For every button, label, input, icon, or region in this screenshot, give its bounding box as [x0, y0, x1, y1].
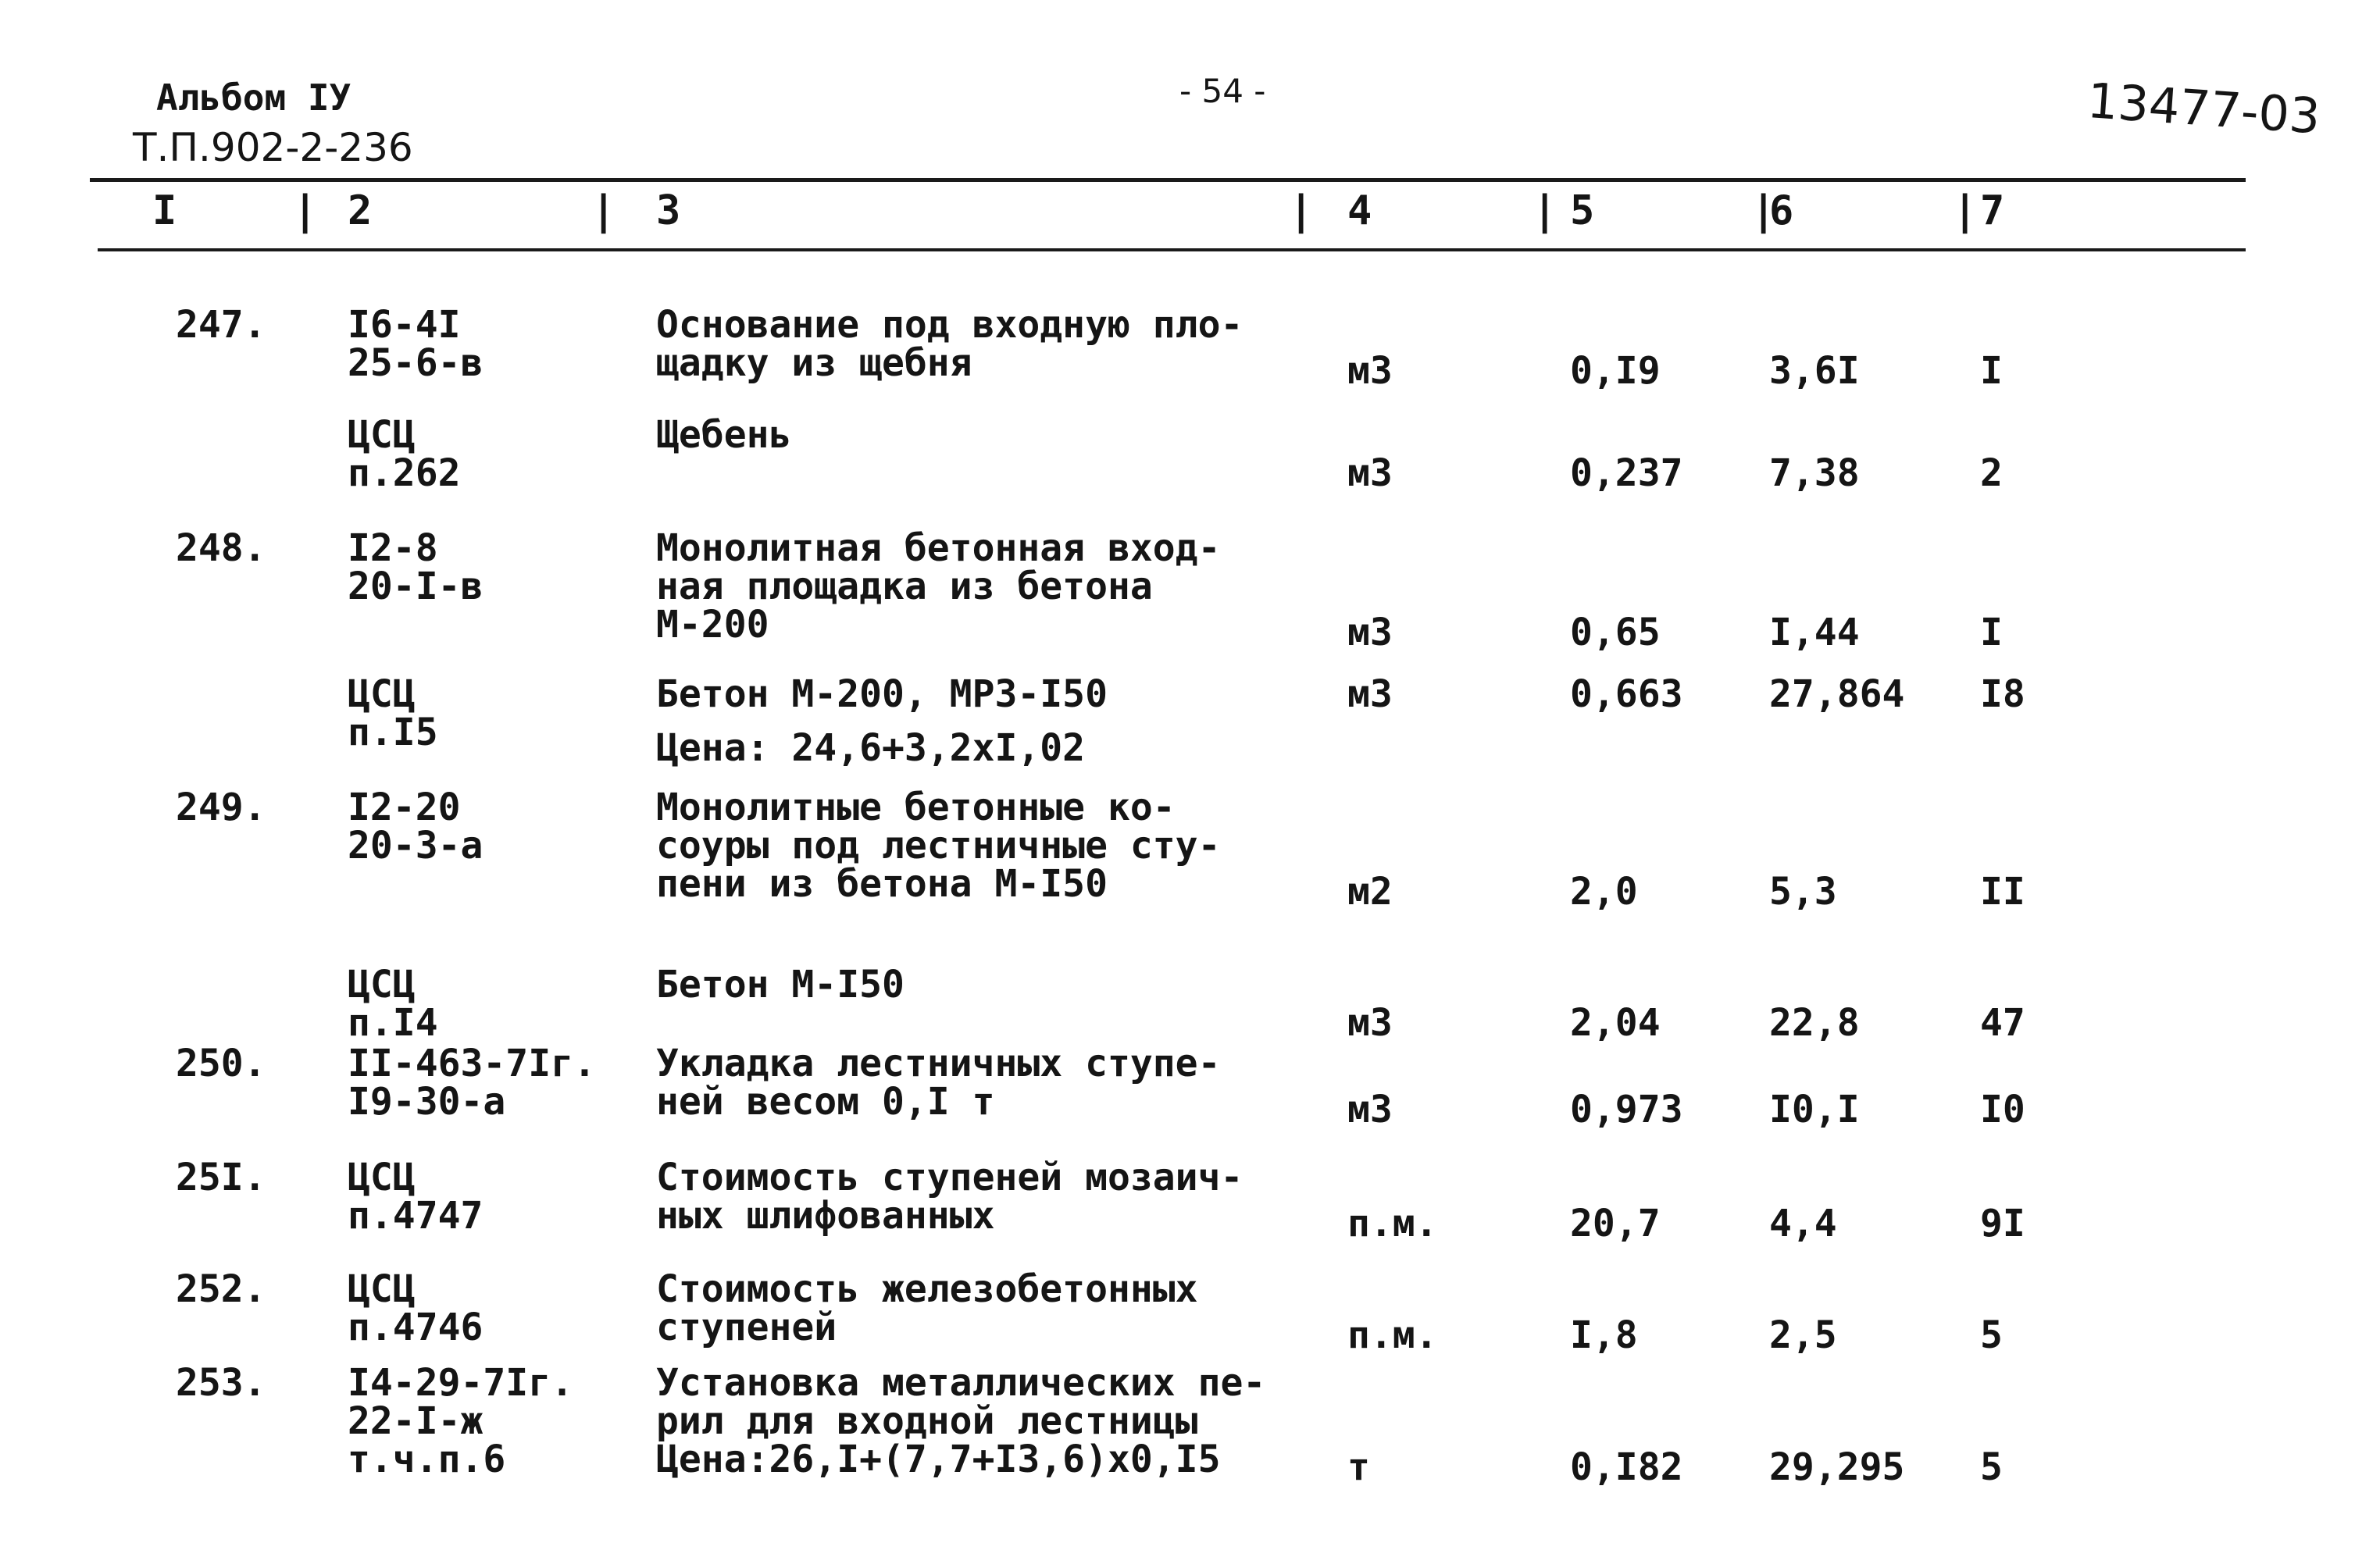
- row-price: I0,I: [1769, 1088, 1860, 1131]
- row-number: 248.: [176, 526, 266, 570]
- column-header-3: 3: [656, 187, 681, 234]
- row-description: Стоимость железобетонных: [656, 1267, 1198, 1311]
- row-description: щадку из щебня: [656, 341, 972, 385]
- row-unit: т: [1347, 1445, 1370, 1489]
- row-quantity: 0,I82: [1570, 1445, 1683, 1489]
- top-rule: [90, 178, 2246, 182]
- row-total: I: [1980, 349, 2003, 393]
- row-code: I4-29-7Iг.: [348, 1361, 573, 1405]
- album-label: Альбом IУ: [156, 77, 351, 119]
- row-unit: м3: [1347, 1001, 1393, 1045]
- column-separator: |: [1751, 187, 1776, 234]
- row-code: п.I5: [348, 711, 438, 754]
- row-price: 3,6I: [1769, 349, 1860, 393]
- row-description: ней весом 0,I т: [656, 1080, 995, 1124]
- row-quantity: I,8: [1570, 1313, 1638, 1357]
- row-unit: м3: [1347, 1088, 1393, 1131]
- row-code: п.I4: [348, 1001, 438, 1045]
- row-quantity: 20,7: [1570, 1202, 1661, 1245]
- row-description: М-200: [656, 603, 769, 647]
- row-code: 22-I-ж: [348, 1399, 483, 1443]
- column-separator: |: [1289, 187, 1314, 234]
- column-separator: |: [1533, 187, 1558, 234]
- row-quantity: 0,237: [1570, 451, 1683, 495]
- row-price: I,44: [1769, 611, 1860, 654]
- row-number: 252.: [176, 1267, 266, 1311]
- row-total: 9I: [1980, 1202, 2025, 1245]
- row-code: I2-8: [348, 526, 438, 570]
- row-price: 2,5: [1769, 1313, 1837, 1357]
- row-price: 5,3: [1769, 870, 1837, 914]
- row-code: п.262: [348, 451, 461, 495]
- row-total: I8: [1980, 672, 2025, 716]
- row-quantity: 0,663: [1570, 672, 1683, 716]
- row-total: 5: [1980, 1445, 2003, 1489]
- column-header-2: 2: [348, 187, 373, 234]
- row-unit: м3: [1347, 349, 1393, 393]
- row-number: 25I.: [176, 1156, 266, 1199]
- column-separator: |: [293, 187, 318, 234]
- row-price: 7,38: [1769, 451, 1860, 495]
- project-code: Т.П.902-2-236: [133, 125, 413, 170]
- row-description: Монолитные бетонные ко-: [656, 786, 1176, 829]
- row-code: I6-4I: [348, 303, 461, 347]
- column-separator: |: [591, 187, 616, 234]
- row-description-price: Цена: 24,6+3,2хI,02: [656, 726, 1086, 770]
- row-description: Основание под входную пло-: [656, 303, 1244, 347]
- column-header-1: I: [152, 187, 177, 234]
- row-price: 4,4: [1769, 1202, 1837, 1245]
- row-total: II: [1980, 870, 2025, 914]
- row-code: п.4746: [348, 1306, 483, 1349]
- row-description: ступеней: [656, 1306, 837, 1349]
- row-description: ная площадка из бетона: [656, 565, 1153, 608]
- column-header-7: 7: [1980, 187, 2005, 234]
- row-description: ных шлифованных: [656, 1194, 995, 1238]
- row-code: 25-6-в: [348, 341, 483, 385]
- row-quantity: 2,04: [1570, 1001, 1661, 1045]
- row-unit: м3: [1347, 451, 1393, 495]
- row-code: I2-20: [348, 786, 461, 829]
- row-code: II-463-7Iг.: [348, 1042, 596, 1085]
- row-number: 250.: [176, 1042, 266, 1085]
- row-total: I: [1980, 611, 2003, 654]
- row-description: Монолитная бетонная вход-: [656, 526, 1221, 570]
- row-description: пени из бетона М-I50: [656, 862, 1108, 906]
- row-code: ЦСЦ: [348, 672, 416, 716]
- row-code: т.ч.п.6: [348, 1438, 506, 1481]
- row-description: Щебень: [656, 413, 792, 457]
- row-quantity: 0,I9: [1570, 349, 1661, 393]
- row-unit: п.м.: [1347, 1202, 1438, 1245]
- row-code: ЦСЦ: [348, 963, 416, 1007]
- row-description: Цена:26,I+(7,7+I3,6)х0,I5: [656, 1438, 1221, 1481]
- row-total: 5: [1980, 1313, 2003, 1357]
- row-code: ЦСЦ: [348, 413, 416, 457]
- row-code: 20-3-а: [348, 824, 483, 868]
- row-number: 253.: [176, 1361, 266, 1405]
- column-header-5: 5: [1570, 187, 1595, 234]
- row-price: 27,864: [1769, 672, 1905, 716]
- row-price: 22,8: [1769, 1001, 1860, 1045]
- row-description: Установка металлических пе-: [656, 1361, 1266, 1405]
- row-description: Укладка лестничных ступе-: [656, 1042, 1221, 1085]
- page-number: - 54 -: [1179, 72, 1266, 110]
- row-price: 29,295: [1769, 1445, 1905, 1489]
- row-description: рил для входной лестницы: [656, 1399, 1198, 1443]
- row-quantity: 2,0: [1570, 870, 1638, 914]
- document-code: 13477-03: [2085, 72, 2322, 145]
- row-description: Бетон М-200, МРЗ-I50: [656, 672, 1108, 716]
- row-total: 47: [1980, 1001, 2025, 1045]
- row-code: I9-30-а: [348, 1080, 506, 1124]
- row-code: ЦСЦ: [348, 1267, 416, 1311]
- row-unit: м3: [1347, 611, 1393, 654]
- row-quantity: 0,973: [1570, 1088, 1683, 1131]
- row-unit: м3: [1347, 672, 1393, 716]
- row-unit: п.м.: [1347, 1313, 1438, 1357]
- row-description: соуры под лестничные сту-: [656, 824, 1221, 868]
- row-code: 20-I-в: [348, 565, 483, 608]
- row-number: 247.: [176, 303, 266, 347]
- header-bottom-rule: [98, 248, 2246, 251]
- row-code: п.4747: [348, 1194, 483, 1238]
- row-quantity: 0,65: [1570, 611, 1661, 654]
- row-description: Бетон М-I50: [656, 963, 905, 1007]
- column-separator: |: [1953, 187, 1978, 234]
- column-header-6: 6: [1769, 187, 1794, 234]
- row-total: 2: [1980, 451, 2003, 495]
- row-total: I0: [1980, 1088, 2025, 1131]
- column-header-4: 4: [1347, 187, 1372, 234]
- row-number: 249.: [176, 786, 266, 829]
- row-unit: м2: [1347, 870, 1393, 914]
- row-description: Стоимость ступеней мозаич-: [656, 1156, 1244, 1199]
- row-code: ЦСЦ: [348, 1156, 416, 1199]
